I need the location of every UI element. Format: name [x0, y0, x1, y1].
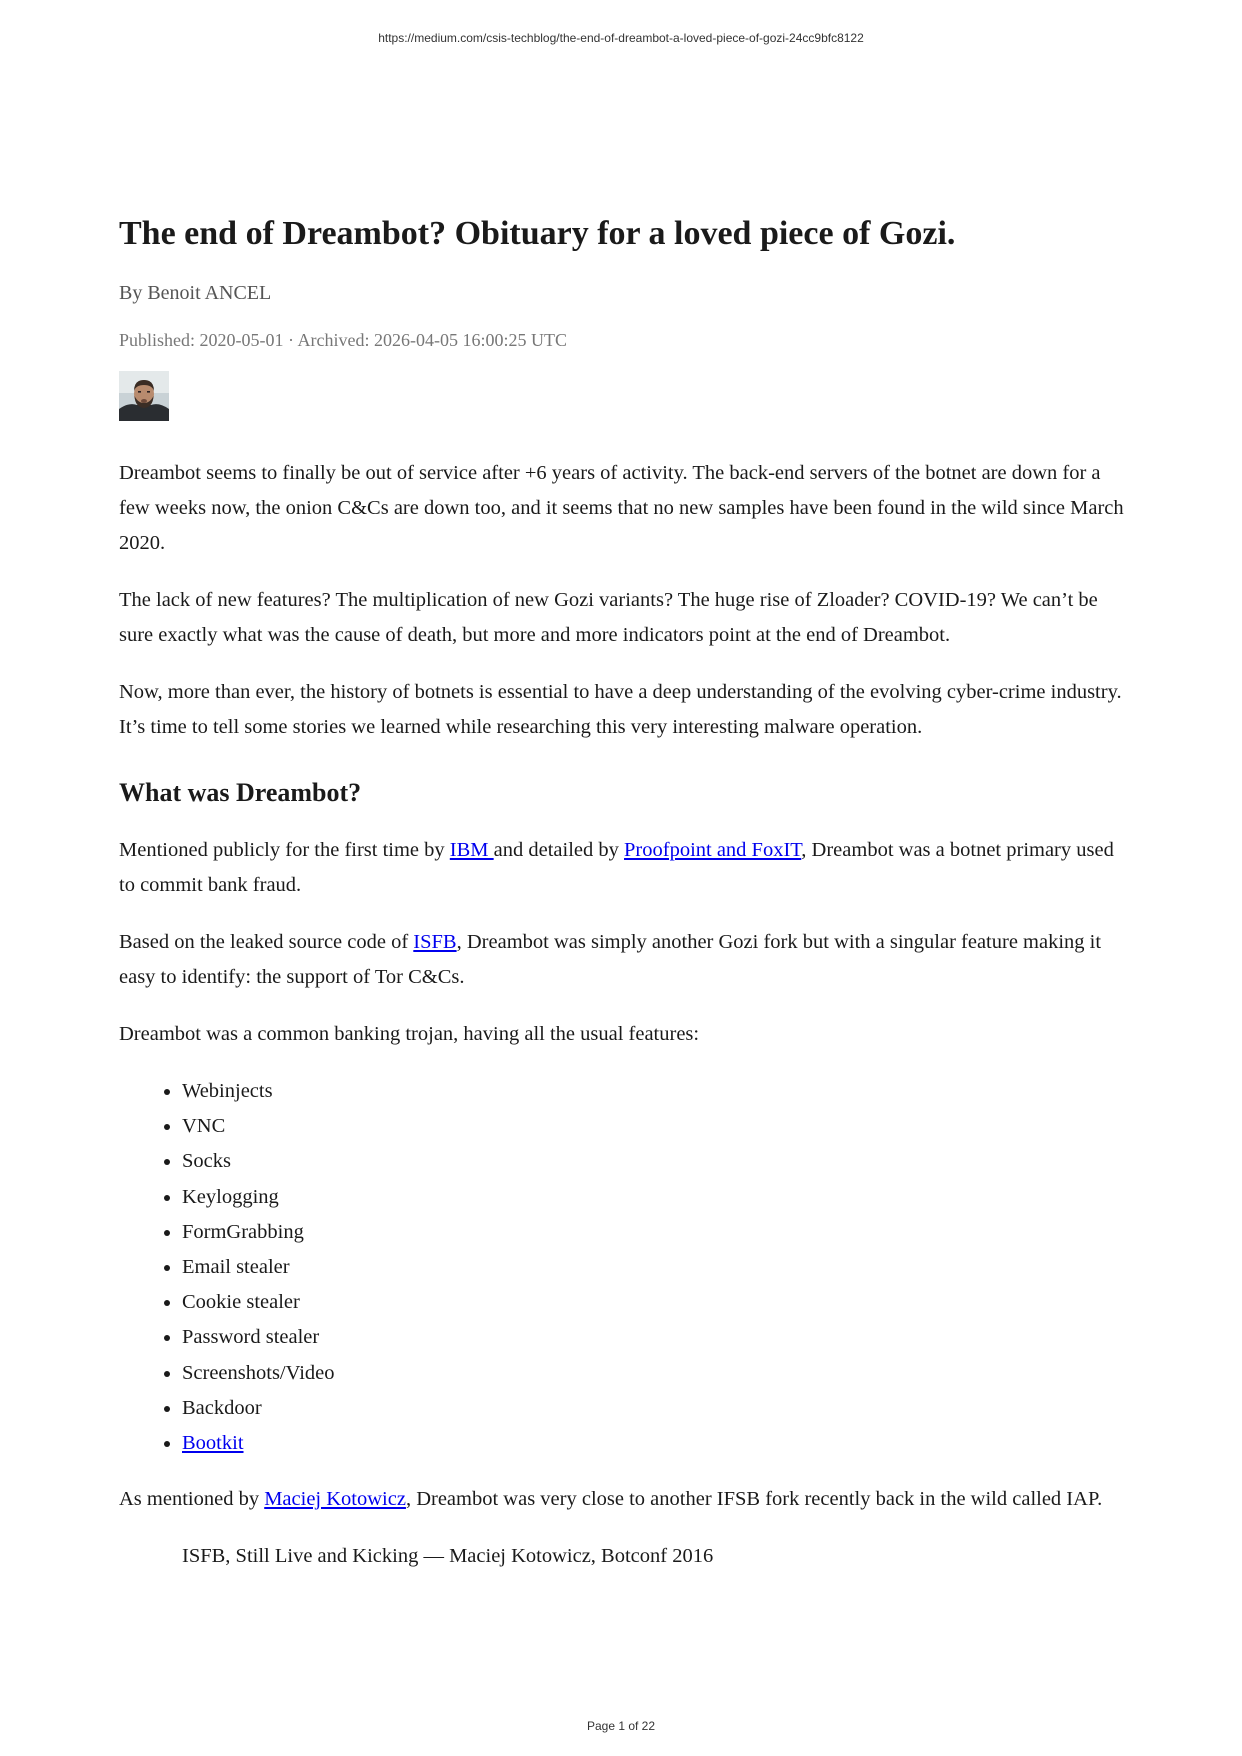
feature-list [119, 1074, 1129, 1461]
maciej-kotowicz-link[interactable]: Maciej Kotowicz [264, 1488, 406, 1511]
paragraph-history: Now, more than ever, the history of botnets is essential to have a deep understanding of the evolving cyber-crime industry. It’s time to tell some stories we learned while researching this very interesting malware operation. [119, 681, 1122, 738]
text-fragment: , Dreambot was a botnet primary used to commit bank fraud. [119, 839, 1114, 896]
source-url: https://medium.com/csis-techblog/the-end-of-dreambot-a-loved-piece-of-gozi-24cc9bfc8122 [378, 31, 864, 45]
list-item: • Password stealer [182, 1320, 1129, 1355]
paragraph-mentions [119, 833, 1129, 903]
bootkit-link[interactable]: Bootkit [182, 1432, 244, 1455]
section-heading: What was Dreambot? [119, 778, 362, 807]
proofpoint-foxit-link[interactable]: Proofpoint and FoxIT [624, 839, 802, 861]
quote-caption: ISFB, Still Live and Kicking — Maciej Kotowicz, Botconf 2016 [182, 1545, 714, 1568]
paragraph-intro: Dreambot seems to finally be out of service after +6 years of activity. The back-end servers of the botnet are down for a few weeks now, the onion C&Cs are down too, and it seems that no new samples have been found in the wild since March 2020. [119, 462, 1124, 554]
paragraph-features-intro: Dreambot was a common banking trojan, having all the usual features: [119, 1023, 700, 1045]
article-meta: Published: 2020-05-01 · Archived: 2026-04-05 16:00:25 UTC [119, 330, 567, 350]
article-title: The end of Dreambot? Obituary for a loved piece of Gozi. [119, 215, 956, 252]
list-item: • Cookie stealer [182, 1285, 1129, 1320]
list-item: • Webinjects [182, 1074, 1129, 1109]
ibm-link[interactable]: IBM [449, 839, 494, 861]
list-item: • Screenshots/Video [182, 1356, 1129, 1391]
list-item: • VNC [182, 1109, 1129, 1144]
paragraph-isfb [119, 925, 1129, 995]
text-fragment: Mentioned publicly for the first time by [119, 839, 450, 861]
isfb-link[interactable]: ISFB [413, 931, 457, 953]
author-avatar-icon [119, 371, 169, 421]
page-number: Page 1 of 22 [586, 1719, 656, 1733]
text-fragment: As mentioned by [119, 1488, 265, 1511]
list-item: • Backdoor [182, 1391, 1129, 1426]
list-item: • FormGrabbing [182, 1215, 1129, 1250]
list-item: • Socks [182, 1144, 1129, 1179]
article-byline: By Benoit ANCEL [119, 282, 272, 304]
article [119, 212, 1129, 1574]
text-fragment: , Dreambot was very close to another IFSB fork recently back in the wild called IAP. [405, 1488, 1103, 1511]
list-item: • Keylogging [182, 1180, 1129, 1215]
paragraph-causes: The lack of new features? The multiplication of new Gozi variants? The huge rise of Zloader? COVID-19? We can’t be sure exactly what was the cause of death, but more and more indicators point at the end of Dreambot. [119, 589, 1098, 646]
list-item-bootkit [182, 1426, 1129, 1461]
text-fragment: Based on the leaked source code of [119, 931, 414, 953]
paragraph-kotowicz [119, 1482, 1129, 1517]
text-fragment: , Dreambot was simply another Gozi fork but with a singular feature making it easy to identify: the support of Tor C&Cs. [119, 931, 1102, 988]
text-fragment: and detailed by [493, 839, 625, 861]
list-item: • Email stealer [182, 1250, 1129, 1285]
